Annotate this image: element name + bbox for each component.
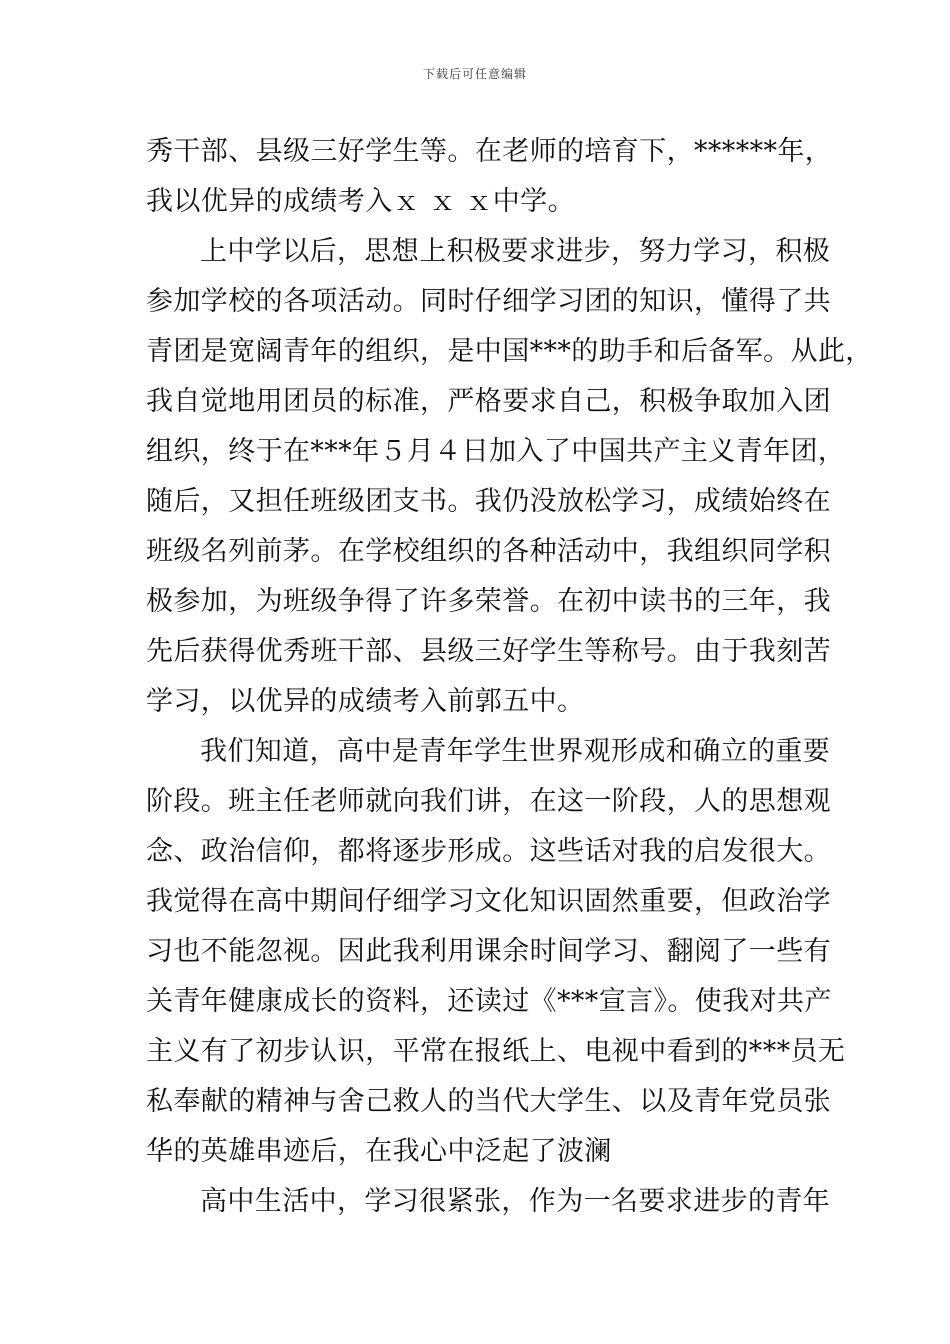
text-line: 华的英雄串迹后，在我心中泛起了波澜 — [146, 1136, 612, 1167]
document-body — [146, 127, 873, 1227]
paragraph-start-line: 高中生活中，学习很紧张，作为一名要求进步的青年 — [200, 1186, 831, 1217]
text-line: 主义有了初步认识，平常在报纸上、电视中看到的***员无 — [146, 1036, 846, 1067]
text-line: 随后，又担任班级团支书。我仍没放松学习，成绩始终在 — [146, 486, 831, 517]
text-line: 念、政治信仰，都将逐步形成。这些话对我的启发很大。 — [146, 836, 831, 867]
text-line: 私奉献的精神与舍己救人的当代大学生、以及青年党员张 — [146, 1086, 831, 1117]
text-line: 秀干部、县级三好学生等。在老师的培育下，******年， — [146, 136, 833, 167]
text-line: 习也不能忽视。因此我利用课余时间学习、翻阅了一些有 — [146, 936, 831, 967]
text-line: 阶段。班主任老师就向我们讲，在这一阶段，人的思想观 — [146, 786, 831, 817]
text-line: 关青年健康成长的资料，还读过《***宣言》。使我对共产 — [146, 986, 832, 1017]
text-line: 我觉得在高中期间仔细学习文化知识固然重要，但政治学 — [146, 886, 831, 917]
text-line: 极参加，为班级争得了许多荣誉。在初中读书的三年，我 — [146, 586, 831, 617]
text-line: 组织，终于在***年５月４日加入了中国共产主义青年团， — [146, 436, 846, 467]
text-line: 学习，以优异的成绩考入前郭五中。 — [146, 686, 585, 717]
paragraph-start-line: 我们知道，高中是青年学生世界观形成和确立的重要 — [200, 736, 831, 767]
page-header: 下载后可任意编辑 — [422, 67, 527, 81]
text-line: 班级名列前茅。在学校组织的各种活动中，我组织同学积 — [146, 536, 831, 567]
text-line: 我自觉地用团员的标准，严格要求自己，积极争取加入团 — [146, 386, 831, 417]
text-line: 青团是宽阔青年的组织，是中国***的助手和后备军。从此， — [146, 336, 873, 367]
paragraph-start-line: 上中学以后，思想上积极要求进步，努力学习，积极 — [200, 236, 831, 267]
text-line: 参加学校的各项活动。同时仔细学习团的知识，懂得了共 — [146, 286, 831, 317]
text-line: 先后获得优秀班干部、县级三好学生等称号。由于我刻苦 — [146, 636, 831, 667]
text-line: 我以优异的成绩考入ｘ ｘ ｘ中学。 — [146, 186, 575, 217]
